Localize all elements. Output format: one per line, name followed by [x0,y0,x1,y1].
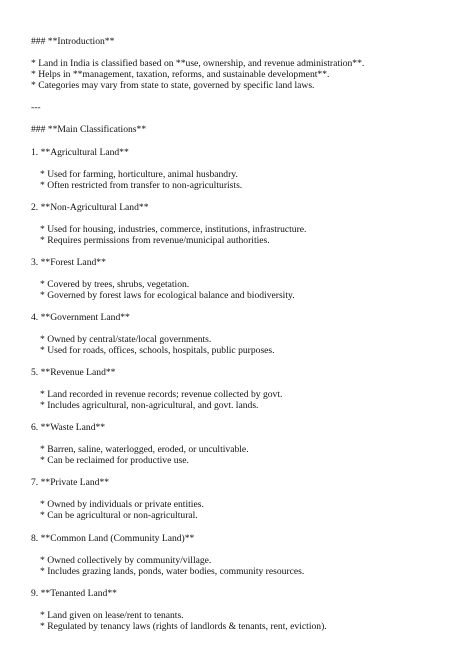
item-bullet: * Used for roads, offices, schools, hospitals, public purposes. [40,345,275,356]
intro-heading: ### **Introduction** [31,36,115,47]
item-title-forest: 3. **Forest Land** [31,257,106,268]
item-bullet: * Includes grazing lands, ponds, water bodies, community resources. [40,566,305,577]
item-title-common: 8. **Common Land (Community Land)** [31,533,195,544]
item-bullet: * Regulated by tenancy laws (rights of landlords & tenants, rent, eviction). [40,621,327,632]
item-title-agricultural: 1. **Agricultural Land** [31,147,129,158]
item-title-tenanted: 9. **Tenanted Land** [31,588,117,599]
item-bullet: * Owned collectively by community/village. [40,555,212,566]
item-bullet: * Includes agricultural, non-agricultural, and govt. lands. [40,400,259,411]
item-bullet: * Can be reclaimed for productive use. [40,455,189,466]
item-bullet: * Land recorded in revenue records; revenue collected by govt. [40,389,283,400]
item-bullet: * Covered by trees, shrubs, vegetation. [40,279,190,290]
item-title-revenue: 5. **Revenue Land** [31,367,116,378]
intro-bullet-2: * Helps in **management, taxation, reforms, and sustainable development**. [31,69,330,80]
intro-bullet-1: * Land in India is classified based on **use, ownership, and revenue administration**. [31,58,365,69]
main-heading: ### **Main Classifications** [31,124,147,135]
item-bullet: * Governed by forest laws for ecological balance and biodiversity. [40,290,295,301]
item-title-non-agricultural: 2. **Non-Agricultural Land** [31,202,149,213]
item-bullet: * Barren, saline, waterlogged, eroded, or uncultivable. [40,444,249,455]
item-bullet: * Used for farming, horticulture, animal husbandry. [40,169,238,180]
item-bullet: * Requires permissions from revenue/municipal authorities. [40,235,270,246]
item-bullet: * Owned by individuals or private entities. [40,499,204,510]
section-divider: --- [31,102,41,113]
item-title-private: 7. **Private Land** [31,477,110,488]
item-bullet: * Can be agricultural or non-agricultural. [40,510,198,521]
item-bullet: * Land given on lease/rent to tenants. [40,610,184,621]
item-bullet: * Often restricted from transfer to non-agriculturists. [40,180,243,191]
item-title-government: 4. **Government Land** [31,312,130,323]
item-bullet: * Owned by central/state/local governments. [40,334,212,345]
item-bullet: * Used for housing, industries, commerce, institutions, infrastructure. [40,224,307,235]
intro-bullet-3: * Categories may vary from state to state, governed by specific land laws. [31,80,315,91]
item-title-waste: 6. **Waste Land** [31,422,106,433]
